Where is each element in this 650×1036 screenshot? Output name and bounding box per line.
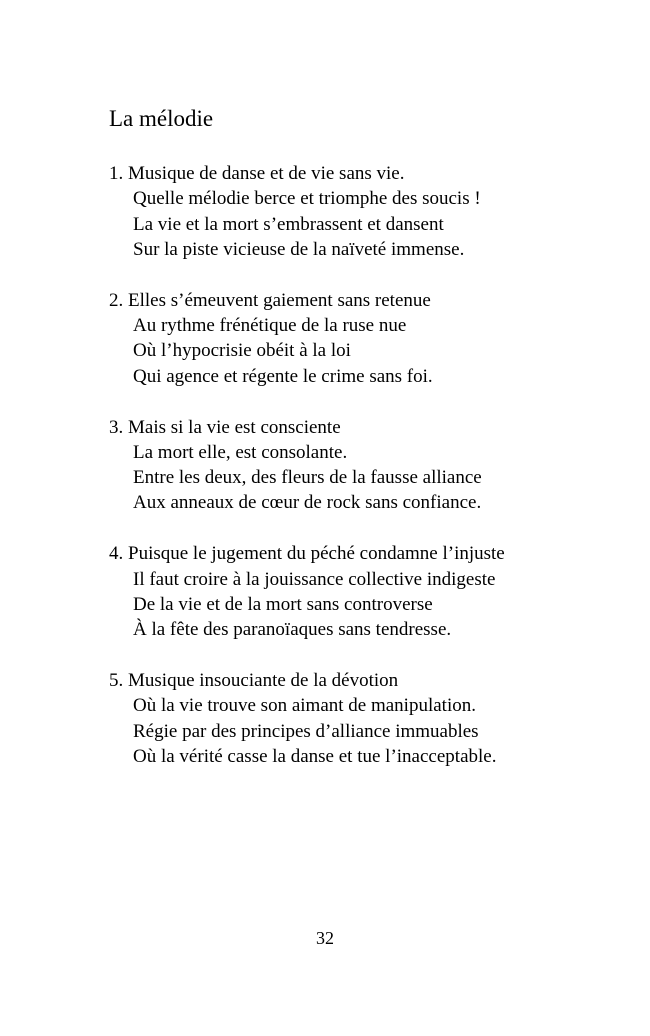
verse-line: Aux anneaux de cœur de rock sans confiance. (133, 492, 482, 514)
verse-line: 2. Elles s’émeuvent gaiement sans retenue (109, 289, 431, 311)
verse-line: Sur la piste vicieuse de la naïveté immense. (133, 238, 465, 260)
verse-line: La mort elle, est consolante. (133, 441, 348, 463)
stanza (109, 415, 542, 516)
poem-title: La mélodie (109, 106, 214, 131)
verse-line: Où la vérité casse la danse et tue l’inacceptable. (133, 746, 497, 768)
poem-body (109, 161, 542, 795)
verse-line: De la vie et de la mort sans controverse (133, 593, 433, 615)
verse-line: 1. Musique de danse et de vie sans vie. (109, 163, 405, 184)
verse-line: La vie et la mort s’embrassent et dansent (133, 213, 444, 235)
verse-line: 5. Musique insouciante de la dévotion (109, 670, 399, 692)
verse-line: Où l’hypocrisie obéit à la loi (133, 340, 351, 362)
verse-line: Où la vie trouve son aimant de manipulation. (133, 695, 476, 717)
stanza (109, 668, 542, 769)
verse-line: Il faut croire à la jouissance collective indigeste (133, 568, 496, 590)
verse-line: 4. Puisque le jugement du péché condamne l’injuste (109, 543, 505, 565)
verse-line: Entre les deux, des fleurs de la fausse alliance (133, 467, 482, 489)
stanza (109, 541, 542, 642)
verse-line: 3. Mais si la vie est consciente (109, 416, 341, 438)
verse-line: Régie par des principes d’alliance immuables (133, 720, 479, 742)
verse-line: Au rythme frénétique de la ruse nue (133, 315, 407, 337)
verse-line: Qui agence et régente le crime sans foi. (133, 365, 433, 387)
verse-line: À la fête des paranoïaques sans tendresse. (133, 619, 452, 641)
page-number: 32 (316, 928, 334, 948)
verse-line: Quelle mélodie berce et triomphe des soucis ! (133, 188, 481, 210)
stanza (109, 288, 542, 389)
stanza (109, 161, 542, 262)
